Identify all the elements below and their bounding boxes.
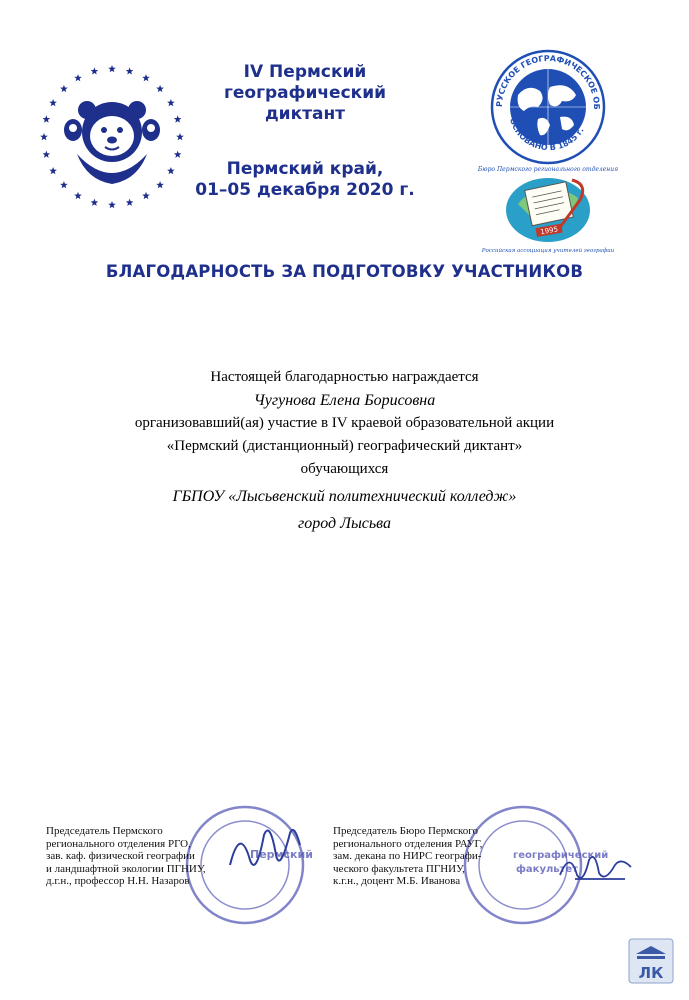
star-icon [156, 181, 164, 188]
right-signatory-line-2: регионального отделения РАУГ, [333, 837, 483, 850]
star-icon [60, 85, 68, 92]
event-name: «Пермский (дистанционный) географический диктант» [166, 438, 523, 454]
right-stamp-word-1: географический [513, 850, 609, 861]
city-name: город Лысьва [297, 515, 391, 532]
right-stamp-word-2: факультет [516, 864, 578, 875]
award-intro: Настоящей благодарностью награждается [210, 369, 479, 385]
left-signatory-line-5: д.г.н., профессор Н.Н. Назаров [46, 875, 190, 887]
star-icon [91, 199, 99, 206]
title-block [190, 62, 420, 201]
right-signature [555, 845, 635, 895]
certificate-body [60, 366, 629, 535]
raug-year: 1995 [539, 225, 559, 237]
star-icon [49, 99, 57, 106]
star-icon [142, 192, 150, 199]
star-icon [174, 151, 182, 158]
left-signatory-line-2: регионального отделения РГО, [46, 837, 191, 850]
right-signatory-line-5: к.г.н., доцент М.Б. Иванова [333, 875, 461, 887]
region-line-1: Пермский край, [226, 159, 384, 179]
star-icon [156, 85, 164, 92]
star-icon [176, 133, 184, 140]
left-signatory-line-4: и ландшафтной экологии ПГНИУ, [46, 862, 206, 875]
region-line-2: 01–05 декабря 2020 г. [195, 180, 415, 200]
star-icon [40, 133, 48, 140]
right-signatory-line-3: зам. декана по НИРС географи- [333, 850, 482, 862]
star-icon [108, 201, 116, 208]
certificate-heading: БЛАГОДАРНОСТЬ ЗА ПОДГОТОВКУ УЧАСТНИКОВ [105, 262, 584, 281]
star-icon [91, 67, 99, 74]
participation-line: организовавший(ая) участие в IV краевой образовательной акции [134, 415, 555, 431]
raug-text-bottom: Российская ассоциация учителей географии [481, 248, 615, 254]
title-line-2: географический диктант [223, 83, 387, 124]
star-icon [74, 192, 82, 199]
star-icon [108, 65, 116, 72]
institution-name: ГБПОУ «Лысьвенский политехнический колледж» [172, 488, 517, 505]
left-stamp-word: Пермский [250, 848, 313, 861]
star-icon [167, 167, 175, 174]
star-icon [126, 67, 134, 74]
right-signatory [333, 825, 563, 888]
raug-logo [477, 164, 619, 254]
star-icon [167, 99, 175, 106]
left-signatory-line-1: Председатель Пермского [46, 825, 163, 837]
star-icon [60, 181, 68, 188]
rgo-text-top: РУССКОЕ ГЕОГРАФИЧЕСКОЕ ОБЩЕСТВО [482, 40, 602, 110]
college-logo [628, 938, 674, 984]
bear-logo [37, 62, 187, 212]
raug-text-top: Бюро Пермского регионального отделения [477, 166, 619, 173]
left-signatory [46, 825, 276, 888]
star-icon [126, 199, 134, 206]
title-line-1: IV Пермский [243, 62, 367, 82]
rgo-text-bottom: ОСНОВАНО В 1845 г. [507, 116, 586, 153]
right-signatory-line-4: ческого факультета ПГНИУ, [333, 862, 465, 875]
college-logo-text: ЛК [638, 964, 664, 982]
star-icon [49, 167, 57, 174]
left-signatory-line-3: зав. каф. физической географии [46, 850, 195, 862]
star-icon [43, 115, 51, 122]
recipient-name: Чугунова Елена Борисовна [253, 392, 436, 409]
right-signatory-line-1: Председатель Бюро Пермского [333, 825, 478, 837]
star-icon [43, 151, 51, 158]
star-icon [142, 74, 150, 81]
star-icon [74, 74, 82, 81]
rgo-logo [482, 40, 608, 167]
star-icon [174, 115, 182, 122]
students-label: обучающихся [300, 461, 389, 477]
